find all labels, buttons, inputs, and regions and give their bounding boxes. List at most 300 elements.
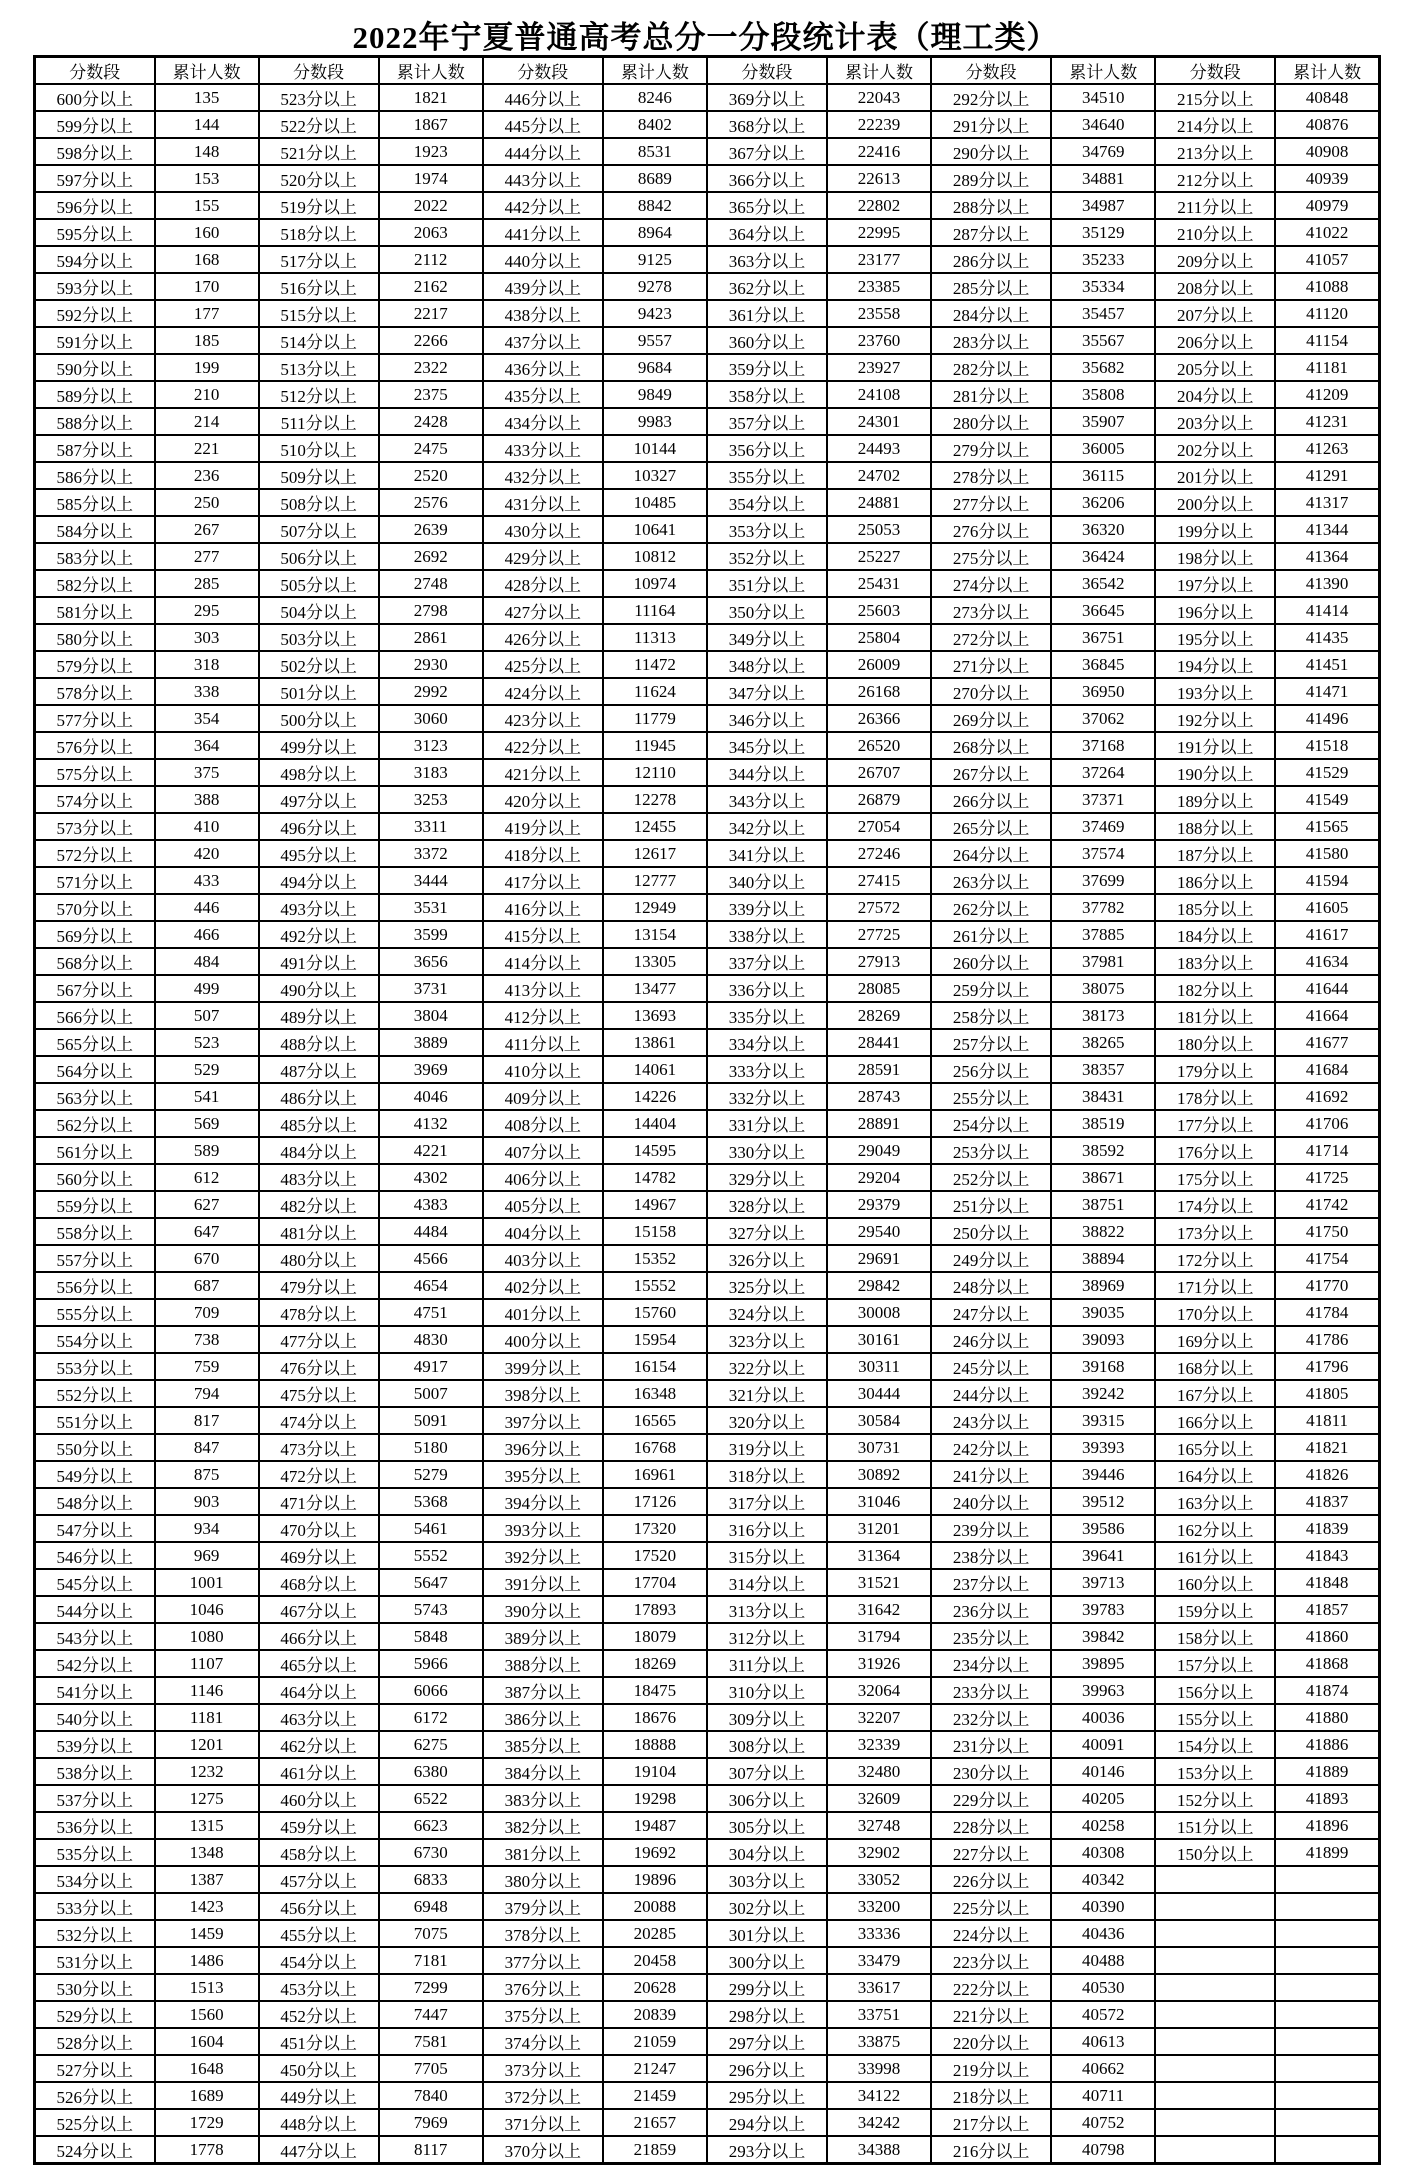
table-row <box>35 354 1380 381</box>
count-cell: 22802 <box>827 192 931 219</box>
score-segment-cell: 311分以上 <box>707 1650 827 1677</box>
header-row <box>35 57 1380 85</box>
count-cell: 1275 <box>155 1785 259 1812</box>
score-segment-cell: 578分以上 <box>35 678 155 705</box>
table-row <box>35 624 1380 651</box>
count-cell: 41796 <box>1275 1353 1379 1380</box>
score-header-cell: 分数段 <box>483 57 603 85</box>
table-row <box>35 867 1380 894</box>
count-cell: 3599 <box>379 921 483 948</box>
score-segment-cell: 421分以上 <box>483 759 603 786</box>
count-cell: 41837 <box>1275 1488 1379 1515</box>
count-cell: 1107 <box>155 1650 259 1677</box>
score-segment-cell <box>1155 1974 1275 2001</box>
count-cell: 19896 <box>603 1866 707 1893</box>
score-segment-cell: 304分以上 <box>707 1839 827 1866</box>
count-cell: 2112 <box>379 246 483 273</box>
count-cell: 8842 <box>603 192 707 219</box>
score-segment-cell: 518分以上 <box>259 219 379 246</box>
count-cell: 34388 <box>827 2136 931 2164</box>
count-cell: 19104 <box>603 1758 707 1785</box>
count-cell: 6623 <box>379 1812 483 1839</box>
count-cell: 41886 <box>1275 1731 1379 1758</box>
score-segment-cell: 212分以上 <box>1155 165 1275 192</box>
score-segment-cell: 210分以上 <box>1155 219 1275 246</box>
count-cell: 37168 <box>1051 732 1155 759</box>
count-cell: 2576 <box>379 489 483 516</box>
score-segment-cell: 455分以上 <box>259 1920 379 1947</box>
score-segment-cell: 198分以上 <box>1155 543 1275 570</box>
count-cell: 37699 <box>1051 867 1155 894</box>
score-segment-cell: 391分以上 <box>483 1569 603 1596</box>
count-cell: 41344 <box>1275 516 1379 543</box>
score-segment-cell: 298分以上 <box>707 2001 827 2028</box>
count-cell: 32339 <box>827 1731 931 1758</box>
score-segment-cell: 370分以上 <box>483 2136 603 2164</box>
count-cell: 2266 <box>379 327 483 354</box>
count-cell: 1315 <box>155 1812 259 1839</box>
count-cell: 612 <box>155 1164 259 1191</box>
table-row <box>35 1677 1380 1704</box>
score-segment-cell: 554分以上 <box>35 1326 155 1353</box>
count-cell: 18676 <box>603 1704 707 1731</box>
score-segment-cell: 384分以上 <box>483 1758 603 1785</box>
score-segment-cell: 442分以上 <box>483 192 603 219</box>
count-cell: 36424 <box>1051 543 1155 570</box>
count-cell: 4302 <box>379 1164 483 1191</box>
count-cell: 39242 <box>1051 1380 1155 1407</box>
count-cell: 11313 <box>603 624 707 651</box>
count-cell: 410 <box>155 813 259 840</box>
count-cell: 40711 <box>1051 2082 1155 2109</box>
score-segment-cell: 156分以上 <box>1155 1677 1275 1704</box>
score-segment-cell: 581分以上 <box>35 597 155 624</box>
score-segment-cell: 361分以上 <box>707 300 827 327</box>
count-cell: 27572 <box>827 894 931 921</box>
count-cell: 41120 <box>1275 300 1379 327</box>
count-cell: 18475 <box>603 1677 707 1704</box>
page-title: 2022年宁夏普通高考总分一分段统计表（理工类） <box>352 20 1059 55</box>
count-cell: 41770 <box>1275 1272 1379 1299</box>
count-cell: 2022 <box>379 192 483 219</box>
count-cell: 40205 <box>1051 1785 1155 1812</box>
score-segment-cell: 476分以上 <box>259 1353 379 1380</box>
count-cell: 1604 <box>155 2028 259 2055</box>
table-row <box>35 1920 1380 1947</box>
score-segment-cell: 472分以上 <box>259 1461 379 1488</box>
count-cell: 15954 <box>603 1326 707 1353</box>
count-cell: 5552 <box>379 1542 483 1569</box>
count-cell <box>1275 2082 1379 2109</box>
count-header-cell: 累计人数 <box>1275 57 1379 85</box>
count-cell: 6380 <box>379 1758 483 1785</box>
count-cell: 8246 <box>603 84 707 111</box>
score-segment-cell: 200分以上 <box>1155 489 1275 516</box>
score-segment-cell: 446分以上 <box>483 84 603 111</box>
score-segment-cell: 179分以上 <box>1155 1056 1275 1083</box>
score-segment-cell: 512分以上 <box>259 381 379 408</box>
score-segment-cell: 441分以上 <box>483 219 603 246</box>
score-segment-cell: 250分以上 <box>931 1218 1051 1245</box>
count-cell: 40091 <box>1051 1731 1155 1758</box>
score-segment-cell: 407分以上 <box>483 1137 603 1164</box>
count-cell: 1923 <box>379 138 483 165</box>
score-segment-cell: 405分以上 <box>483 1191 603 1218</box>
table-row <box>35 1866 1380 1893</box>
count-cell: 40146 <box>1051 1758 1155 1785</box>
count-cell: 39963 <box>1051 1677 1155 1704</box>
score-segment-cell: 495分以上 <box>259 840 379 867</box>
count-cell: 12455 <box>603 813 707 840</box>
score-segment-cell: 424分以上 <box>483 678 603 705</box>
table-row <box>35 327 1380 354</box>
count-cell: 41471 <box>1275 678 1379 705</box>
score-segment-cell: 380分以上 <box>483 1866 603 1893</box>
count-cell: 41209 <box>1275 381 1379 408</box>
count-cell: 7447 <box>379 2001 483 2028</box>
score-segment-cell: 209分以上 <box>1155 246 1275 273</box>
score-segment-cell: 317分以上 <box>707 1488 827 1515</box>
score-segment-cell: 307分以上 <box>707 1758 827 1785</box>
score-segment-cell: 544分以上 <box>35 1596 155 1623</box>
count-cell: 10144 <box>603 435 707 462</box>
count-cell: 20839 <box>603 2001 707 2028</box>
count-cell: 13154 <box>603 921 707 948</box>
score-segment-cell: 246分以上 <box>931 1326 1051 1353</box>
score-header-cell: 分数段 <box>707 57 827 85</box>
score-segment-cell: 599分以上 <box>35 111 155 138</box>
score-segment-cell: 419分以上 <box>483 813 603 840</box>
score-segment-cell: 516分以上 <box>259 273 379 300</box>
count-cell: 30892 <box>827 1461 931 1488</box>
score-segment-cell: 484分以上 <box>259 1137 379 1164</box>
count-cell: 39168 <box>1051 1353 1155 1380</box>
score-segment-cell: 418分以上 <box>483 840 603 867</box>
score-segment-cell: 150分以上 <box>1155 1839 1275 1866</box>
count-cell: 41750 <box>1275 1218 1379 1245</box>
score-header-cell: 分数段 <box>259 57 379 85</box>
score-segment-cell: 543分以上 <box>35 1623 155 1650</box>
count-cell: 41496 <box>1275 705 1379 732</box>
count-cell: 17893 <box>603 1596 707 1623</box>
score-segment-cell: 335分以上 <box>707 1002 827 1029</box>
score-segment-cell: 275分以上 <box>931 543 1051 570</box>
count-cell: 34987 <box>1051 192 1155 219</box>
count-cell: 33751 <box>827 2001 931 2028</box>
count-cell: 41811 <box>1275 1407 1379 1434</box>
count-cell: 41714 <box>1275 1137 1379 1164</box>
count-cell: 41843 <box>1275 1542 1379 1569</box>
score-segment-cell: 492分以上 <box>259 921 379 948</box>
count-cell: 2063 <box>379 219 483 246</box>
table-row <box>35 2136 1380 2164</box>
count-cell: 687 <box>155 1272 259 1299</box>
score-segment-cell: 323分以上 <box>707 1326 827 1353</box>
count-cell: 4830 <box>379 1326 483 1353</box>
score-segment-cell: 456分以上 <box>259 1893 379 1920</box>
count-cell: 1459 <box>155 1920 259 1947</box>
count-cell: 267 <box>155 516 259 543</box>
table-row <box>35 651 1380 678</box>
score-segment-cell: 165分以上 <box>1155 1434 1275 1461</box>
table-row <box>35 840 1380 867</box>
count-cell: 388 <box>155 786 259 813</box>
score-segment-cell: 509分以上 <box>259 462 379 489</box>
count-cell: 15760 <box>603 1299 707 1326</box>
count-cell: 3889 <box>379 1029 483 1056</box>
count-cell: 903 <box>155 1488 259 1515</box>
table-row <box>35 1785 1380 1812</box>
score-segment-cell: 426分以上 <box>483 624 603 651</box>
count-cell: 41677 <box>1275 1029 1379 1056</box>
score-segment-cell: 356分以上 <box>707 435 827 462</box>
table-row <box>35 732 1380 759</box>
score-segment-cell: 205分以上 <box>1155 354 1275 381</box>
count-cell: 847 <box>155 1434 259 1461</box>
count-cell: 41899 <box>1275 1839 1379 1866</box>
table-row <box>35 1947 1380 1974</box>
score-segment-cell: 428分以上 <box>483 570 603 597</box>
count-cell: 40036 <box>1051 1704 1155 1731</box>
count-cell: 41692 <box>1275 1083 1379 1110</box>
score-segment-cell: 249分以上 <box>931 1245 1051 1272</box>
count-cell: 40613 <box>1051 2028 1155 2055</box>
score-segment-cell: 350分以上 <box>707 597 827 624</box>
count-cell: 32480 <box>827 1758 931 1785</box>
count-cell: 155 <box>155 192 259 219</box>
score-segment-cell: 497分以上 <box>259 786 379 813</box>
count-cell: 11164 <box>603 597 707 624</box>
count-cell: 41231 <box>1275 408 1379 435</box>
count-cell: 34510 <box>1051 84 1155 111</box>
score-segment-cell: 178分以上 <box>1155 1083 1275 1110</box>
count-cell: 5279 <box>379 1461 483 1488</box>
score-segment-cell: 532分以上 <box>35 1920 155 1947</box>
score-segment-cell: 542分以上 <box>35 1650 155 1677</box>
score-segment-cell: 410分以上 <box>483 1056 603 1083</box>
count-cell: 1423 <box>155 1893 259 1920</box>
score-segment-cell: 396分以上 <box>483 1434 603 1461</box>
count-cell: 37782 <box>1051 894 1155 921</box>
score-segment-cell: 565分以上 <box>35 1029 155 1056</box>
score-segment-cell: 402分以上 <box>483 1272 603 1299</box>
score-segment-cell: 349分以上 <box>707 624 827 651</box>
score-segment-cell: 266分以上 <box>931 786 1051 813</box>
score-segment-cell: 444分以上 <box>483 138 603 165</box>
score-segment-cell: 206分以上 <box>1155 327 1275 354</box>
score-segment-cell: 240分以上 <box>931 1488 1051 1515</box>
score-segment-cell: 584分以上 <box>35 516 155 543</box>
score-segment-cell: 395分以上 <box>483 1461 603 1488</box>
count-cell: 41451 <box>1275 651 1379 678</box>
score-segment-cell: 157分以上 <box>1155 1650 1275 1677</box>
table-body <box>35 84 1380 2164</box>
count-cell: 41518 <box>1275 732 1379 759</box>
score-segment-cell: 185分以上 <box>1155 894 1275 921</box>
count-cell: 738 <box>155 1326 259 1353</box>
score-segment-cell: 338分以上 <box>707 921 827 948</box>
count-cell: 41291 <box>1275 462 1379 489</box>
score-segment-cell: 261分以上 <box>931 921 1051 948</box>
score-segment-cell: 324分以上 <box>707 1299 827 1326</box>
score-segment-cell: 220分以上 <box>931 2028 1051 2055</box>
count-cell: 794 <box>155 1380 259 1407</box>
count-cell: 41857 <box>1275 1596 1379 1623</box>
count-cell: 41617 <box>1275 921 1379 948</box>
count-cell: 1729 <box>155 2109 259 2136</box>
score-segment-cell: 525分以上 <box>35 2109 155 2136</box>
count-cell: 589 <box>155 1137 259 1164</box>
table-row <box>35 1596 1380 1623</box>
count-cell: 11624 <box>603 678 707 705</box>
table-row <box>35 1110 1380 1137</box>
count-cell: 40752 <box>1051 2109 1155 2136</box>
score-segment-cell: 423分以上 <box>483 705 603 732</box>
score-segment-cell: 271分以上 <box>931 651 1051 678</box>
table-row <box>35 1461 1380 1488</box>
score-segment-cell: 171分以上 <box>1155 1272 1275 1299</box>
score-segment-cell: 318分以上 <box>707 1461 827 1488</box>
score-segment-cell: 294分以上 <box>707 2109 827 2136</box>
table-row <box>35 2109 1380 2136</box>
score-segment-cell: 278分以上 <box>931 462 1051 489</box>
count-cell: 13477 <box>603 975 707 1002</box>
count-cell: 177 <box>155 300 259 327</box>
count-cell: 1689 <box>155 2082 259 2109</box>
score-segment-cell: 517分以上 <box>259 246 379 273</box>
count-cell: 37371 <box>1051 786 1155 813</box>
count-cell: 9684 <box>603 354 707 381</box>
score-segment-cell: 166分以上 <box>1155 1407 1275 1434</box>
score-segment-cell: 454分以上 <box>259 1947 379 1974</box>
score-segment-cell: 254分以上 <box>931 1110 1051 1137</box>
count-cell: 26707 <box>827 759 931 786</box>
score-segment-cell: 563分以上 <box>35 1083 155 1110</box>
score-segment-cell: 438分以上 <box>483 300 603 327</box>
score-segment-cell: 182分以上 <box>1155 975 1275 1002</box>
score-segment-cell: 567分以上 <box>35 975 155 1002</box>
score-segment-cell: 507分以上 <box>259 516 379 543</box>
count-cell: 13693 <box>603 1002 707 1029</box>
count-cell: 285 <box>155 570 259 597</box>
score-segment-cell: 383分以上 <box>483 1785 603 1812</box>
count-cell: 148 <box>155 138 259 165</box>
count-cell: 31642 <box>827 1596 931 1623</box>
count-cell: 35682 <box>1051 354 1155 381</box>
count-cell: 22995 <box>827 219 931 246</box>
score-segment-cell: 393分以上 <box>483 1515 603 1542</box>
count-cell: 446 <box>155 894 259 921</box>
count-cell: 199 <box>155 354 259 381</box>
count-cell: 375 <box>155 759 259 786</box>
table-row <box>35 1326 1380 1353</box>
score-segment-cell: 170分以上 <box>1155 1299 1275 1326</box>
count-cell: 41022 <box>1275 219 1379 246</box>
count-cell: 5180 <box>379 1434 483 1461</box>
count-cell: 29049 <box>827 1137 931 1164</box>
count-cell: 33336 <box>827 1920 931 1947</box>
count-cell: 17320 <box>603 1515 707 1542</box>
table-row <box>35 1218 1380 1245</box>
count-cell: 1232 <box>155 1758 259 1785</box>
count-cell: 277 <box>155 543 259 570</box>
count-cell: 39093 <box>1051 1326 1155 1353</box>
score-segment-cell: 232分以上 <box>931 1704 1051 1731</box>
count-cell: 26366 <box>827 705 931 732</box>
score-segment-cell: 490分以上 <box>259 975 379 1002</box>
score-segment-cell: 522分以上 <box>259 111 379 138</box>
count-cell: 759 <box>155 1353 259 1380</box>
count-cell: 40342 <box>1051 1866 1155 1893</box>
count-cell: 41435 <box>1275 624 1379 651</box>
count-cell: 24702 <box>827 462 931 489</box>
count-cell: 41786 <box>1275 1326 1379 1353</box>
score-segment-cell: 546分以上 <box>35 1542 155 1569</box>
count-cell: 27913 <box>827 948 931 975</box>
score-segment-cell: 474分以上 <box>259 1407 379 1434</box>
table-row <box>35 1245 1380 1272</box>
score-segment-cell: 559分以上 <box>35 1191 155 1218</box>
score-segment-cell: 256分以上 <box>931 1056 1051 1083</box>
score-segment-cell: 303分以上 <box>707 1866 827 1893</box>
count-cell: 8964 <box>603 219 707 246</box>
count-cell: 14782 <box>603 1164 707 1191</box>
count-cell: 3183 <box>379 759 483 786</box>
score-segment-cell: 302分以上 <box>707 1893 827 1920</box>
count-cell: 40258 <box>1051 1812 1155 1839</box>
count-cell: 3656 <box>379 948 483 975</box>
score-segment-cell: 202分以上 <box>1155 435 1275 462</box>
count-cell: 3311 <box>379 813 483 840</box>
count-cell: 38894 <box>1051 1245 1155 1272</box>
count-cell: 16768 <box>603 1434 707 1461</box>
score-segment-cell: 199分以上 <box>1155 516 1275 543</box>
count-cell: 32207 <box>827 1704 931 1731</box>
count-cell: 41725 <box>1275 1164 1379 1191</box>
score-segment-cell: 399分以上 <box>483 1353 603 1380</box>
score-segment-cell: 215分以上 <box>1155 84 1275 111</box>
score-segment-cell: 504分以上 <box>259 597 379 624</box>
score-segment-cell: 386分以上 <box>483 1704 603 1731</box>
score-segment-cell: 268分以上 <box>931 732 1051 759</box>
count-cell: 3123 <box>379 732 483 759</box>
count-cell: 38822 <box>1051 1218 1155 1245</box>
score-segment-cell: 529分以上 <box>35 2001 155 2028</box>
count-cell: 39842 <box>1051 1623 1155 1650</box>
score-segment-cell: 290分以上 <box>931 138 1051 165</box>
count-cell: 16154 <box>603 1353 707 1380</box>
score-segment-cell: 189分以上 <box>1155 786 1275 813</box>
score-segment-cell: 591分以上 <box>35 327 155 354</box>
count-cell: 4484 <box>379 1218 483 1245</box>
count-cell: 5461 <box>379 1515 483 1542</box>
score-segment-cell: 473分以上 <box>259 1434 379 1461</box>
count-cell: 35457 <box>1051 300 1155 327</box>
score-segment-cell: 586分以上 <box>35 462 155 489</box>
count-cell: 41088 <box>1275 273 1379 300</box>
count-cell: 41896 <box>1275 1812 1379 1839</box>
count-cell: 32064 <box>827 1677 931 1704</box>
count-cell: 8117 <box>379 2136 483 2164</box>
score-segment-cell: 168分以上 <box>1155 1353 1275 1380</box>
count-cell: 185 <box>155 327 259 354</box>
count-cell: 40876 <box>1275 111 1379 138</box>
score-segment-cell <box>1155 2109 1275 2136</box>
count-cell: 41181 <box>1275 354 1379 381</box>
score-segment-cell: 360分以上 <box>707 327 827 354</box>
score-segment-cell: 174分以上 <box>1155 1191 1275 1218</box>
score-segment-cell: 336分以上 <box>707 975 827 1002</box>
